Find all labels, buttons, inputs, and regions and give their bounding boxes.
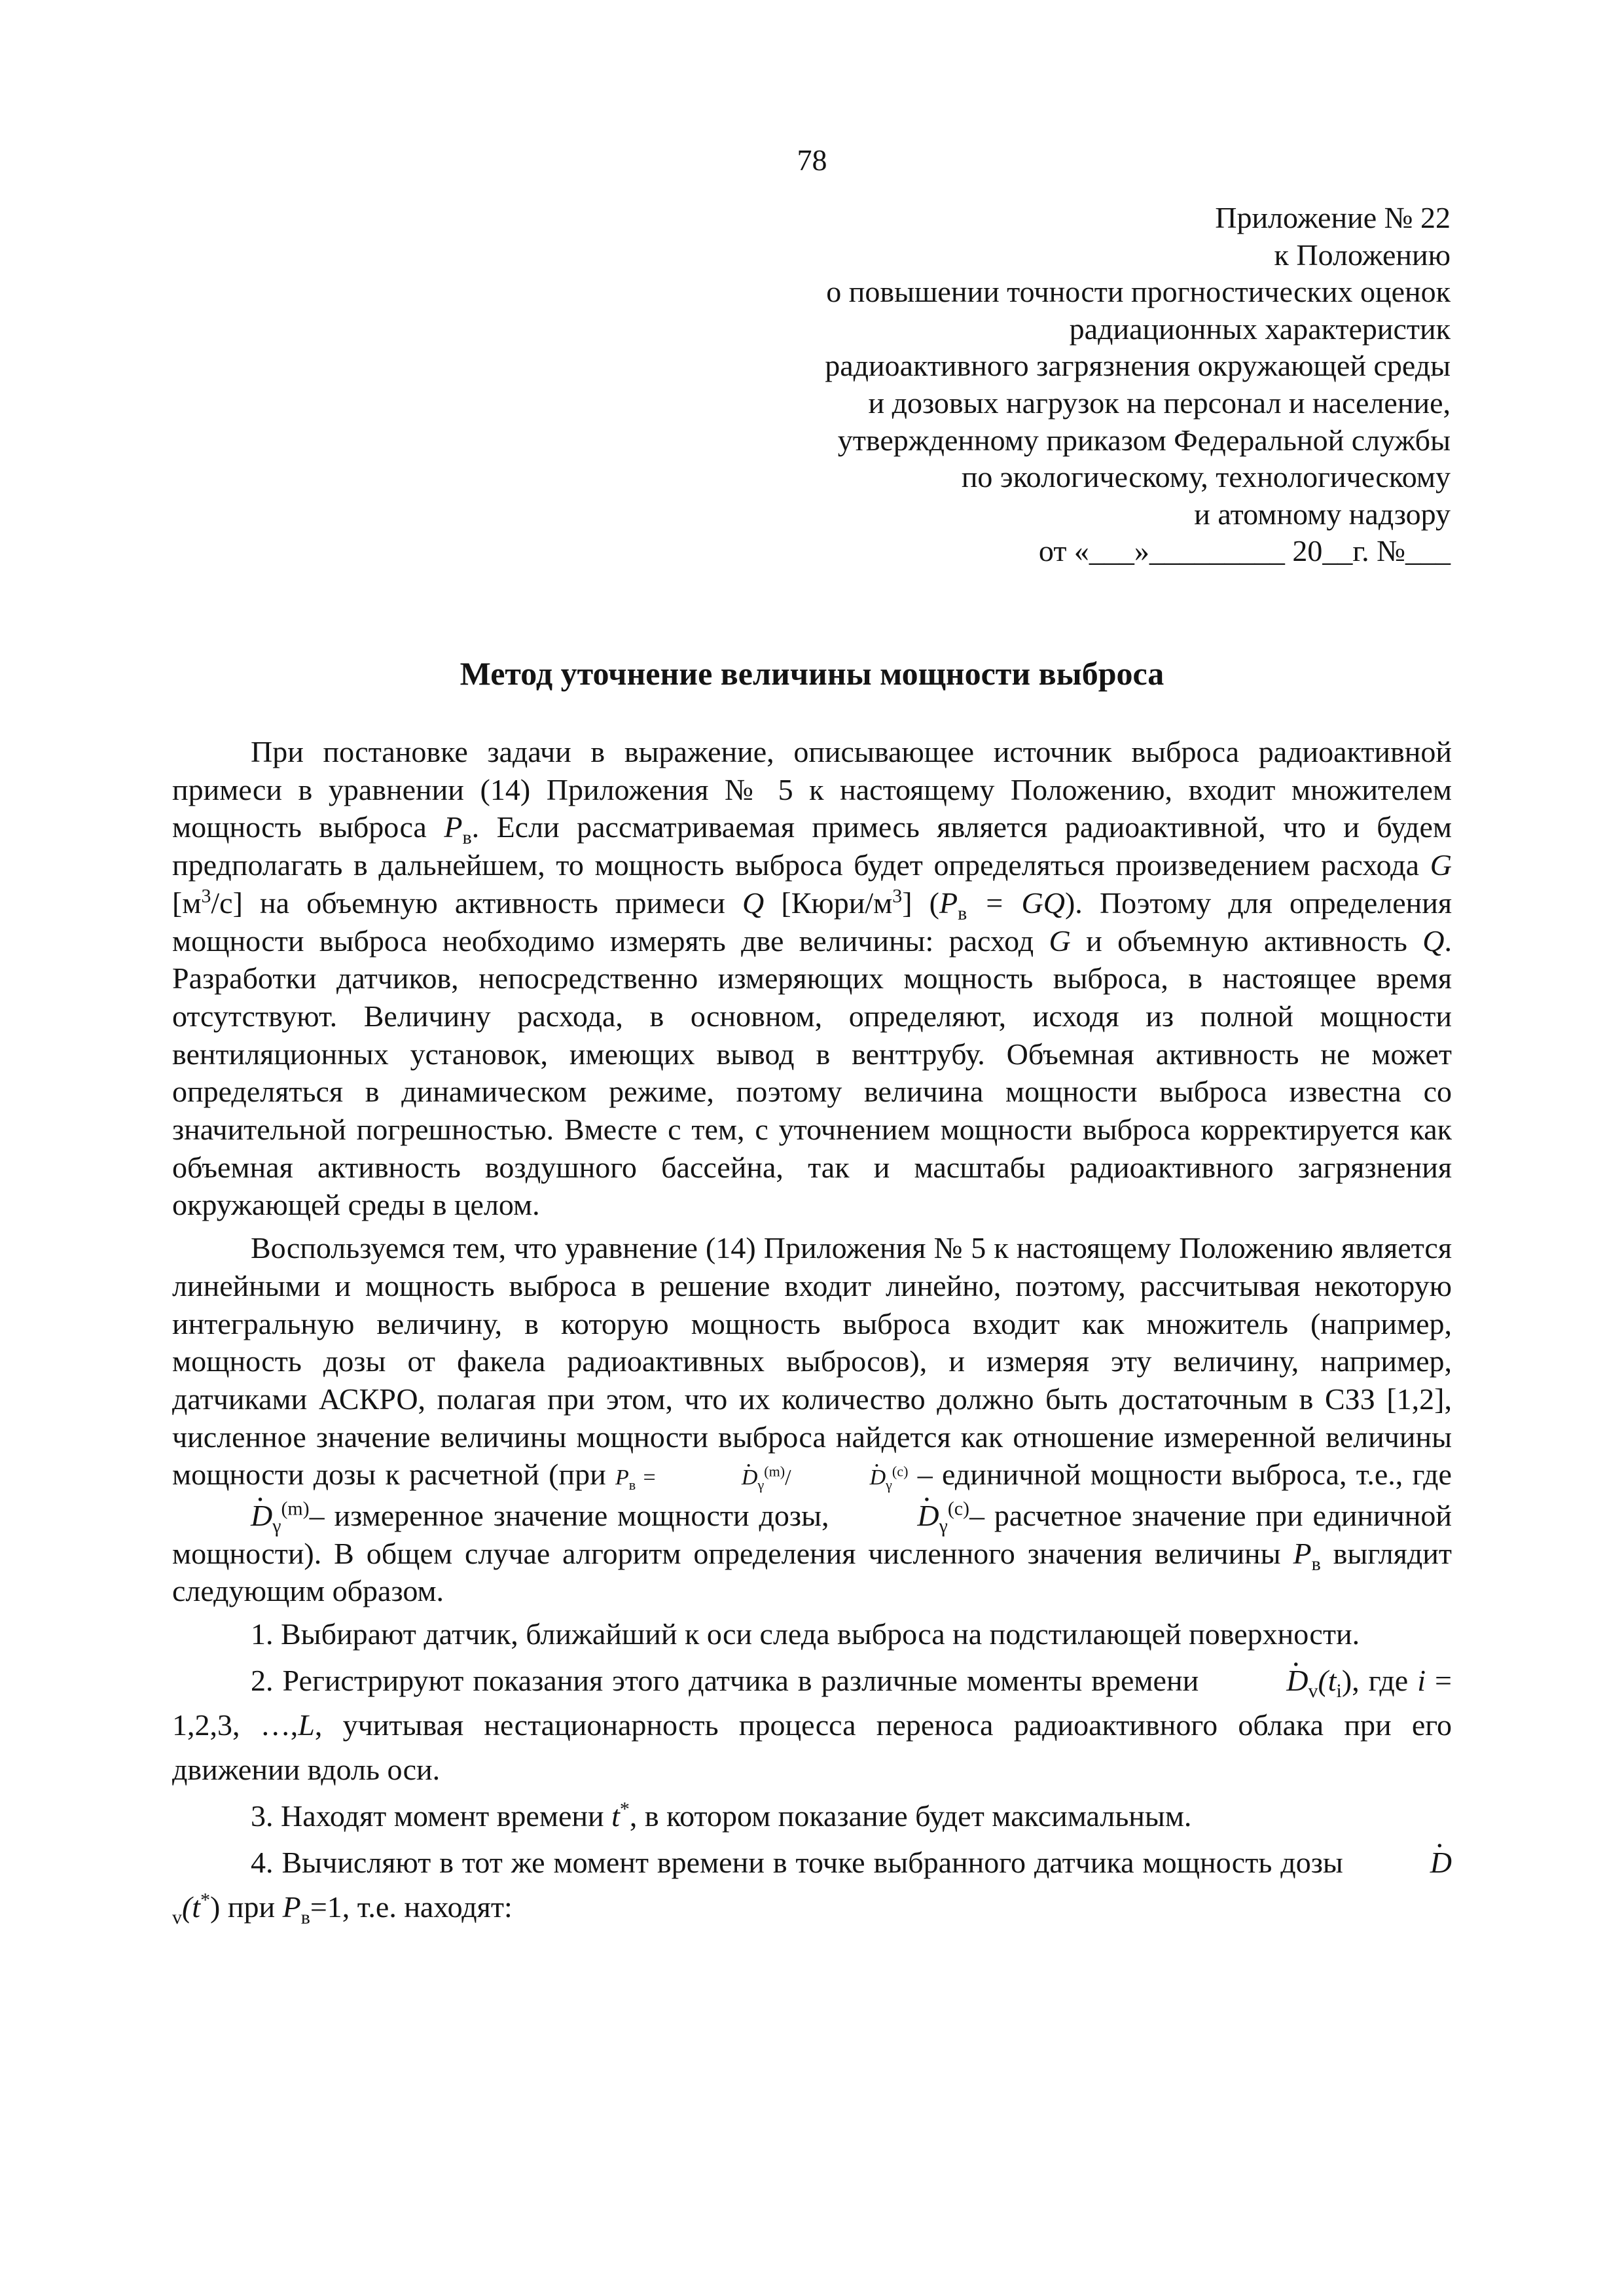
subscript: в: [628, 1477, 636, 1494]
subscript: γ: [886, 1477, 892, 1494]
symbol-p: P: [1293, 1536, 1312, 1570]
text-span: /с] на объемную активность примеси: [211, 886, 742, 920]
subscript: γ: [757, 1477, 765, 1494]
text-span: и объемную активность: [1070, 924, 1423, 958]
symbol-t: t: [611, 1799, 620, 1833]
symbol-q: Q: [1422, 924, 1445, 958]
subscript: в: [300, 1906, 310, 1928]
text-span: При постановке задачи в выражение, описывающее источник выброса радиоактивной примеси в уравнении (14) Приложения № 5 к настоящему Положению, входит множителем мощность выброса: [172, 735, 1452, 844]
text-span: при: [220, 1890, 283, 1924]
symbol-d-dot: · D: [1208, 1659, 1308, 1703]
text-span: 2. Регистрируют показания этого датчика в различные моменты времени: [251, 1663, 1208, 1697]
appendix-date-line: от «___»_________ 20__г. №___: [1038, 534, 1451, 568]
text-span: . Если рассматриваемая примесь является радиоактивной, что и будем предполагать в дальнейшем, то мощность выброса будет определяться произведением расхода: [172, 810, 1452, 882]
text-span: 4. Вычисляют в тот же момент времени в точке выбранного датчика мощность дозы: [251, 1845, 1352, 1879]
appendix-line: к Положению: [1274, 238, 1451, 272]
subscript: γ: [272, 1515, 281, 1537]
symbol-g: G: [1430, 848, 1452, 882]
text-span: =: [636, 1465, 663, 1490]
symbol-d-dot: · D: [1352, 1840, 1452, 1885]
text-span: ] (: [902, 886, 939, 920]
superscript: (c): [892, 1463, 909, 1480]
symbol-d-dot: · D: [791, 1459, 886, 1497]
text-span: /: [785, 1465, 791, 1490]
list-item-4: [172, 1840, 1452, 1929]
appendix-line: радиационных характеристик: [1069, 312, 1451, 346]
subscript: i: [1336, 1680, 1342, 1702]
formula-gq: = GQ: [967, 886, 1065, 920]
list-item-1: 1. Выбирают датчик, ближайший к оси следа выброса на подстилающей поверхности.: [251, 1617, 1360, 1651]
text-span: – измеренное значение мощности дозы,: [309, 1499, 839, 1533]
superscript: (c): [947, 1498, 970, 1520]
text-span: , где: [1352, 1663, 1418, 1697]
subscript: в: [1311, 1552, 1321, 1575]
text-span: Воспользуемся тем, что уравнение (14) Приложения № 5 к настоящему Положению является линейными и мощность выброса в решение входит линейно, поэтому, рассчитывая некоторую интегральную величину, в которую мощность выброса входит как множитель (например, мощность дозы от факела радиоактивных выбросов), и измеряя эту величину, например, датчиками АСКРО, полагая при этом, что их количество должно быть достаточным в СЗЗ [1,2], численное значение величины мощности выброса найдется как отношение измеренной величины мощности дозы к расчетной (при: [172, 1231, 1452, 1492]
text-span: ). Поэтому для определения мощности выброса необходимо измерять две величины: расход: [172, 886, 1453, 958]
subscript: в: [958, 903, 967, 924]
appendix-line: радиоактивного загрязнения окружающей среды: [825, 349, 1451, 383]
superscript: (m): [281, 1498, 310, 1520]
symbol-p: P: [444, 810, 463, 844]
paragraph-2: [172, 1229, 1452, 1610]
subscript: γ: [939, 1515, 948, 1537]
subscript: v: [1308, 1680, 1318, 1702]
appendix-line: Приложение № 22: [1215, 201, 1451, 234]
appendix-line: утвержденному приказом Федеральной службы: [837, 423, 1451, 457]
text-span: [Кюри/м: [764, 886, 893, 920]
symbol-d-dot: · D: [172, 1497, 272, 1535]
symbol-p: P: [939, 886, 958, 920]
superscript: *: [200, 1889, 211, 1911]
superscript: 3: [892, 885, 903, 907]
text-span: 3. Находят момент времени: [251, 1799, 612, 1833]
text-span: =1, т.е. находят:: [310, 1890, 513, 1924]
superscript: (m): [764, 1463, 785, 1480]
document-body: [172, 733, 1452, 1929]
appendix-line: по экологическому, технологическому: [961, 460, 1451, 494]
subscript: в: [462, 827, 472, 849]
formula-arg: (t: [181, 1890, 201, 1924]
symbol-l: L: [298, 1708, 315, 1742]
symbol-p: P: [615, 1465, 629, 1490]
text-span: = 1,2,3, …,: [172, 1663, 1452, 1742]
paragraph-1: [172, 733, 1452, 1224]
appendix-line: и атомному надзору: [1194, 497, 1451, 531]
symbol-p: P: [282, 1890, 301, 1924]
text-span: выглядит следующим образом.: [172, 1536, 1453, 1608]
document-title: Метод уточнение величины мощности выброса: [460, 655, 1164, 692]
text-span: ): [1341, 1663, 1352, 1697]
superscript: *: [619, 1798, 630, 1820]
text-span: , учитывая нестационарность процесса переноса радиоактивного облака при его движении вдоль оси.: [172, 1708, 1453, 1786]
formula-arg: (t: [1318, 1663, 1337, 1697]
appendix-header: [534, 200, 1451, 570]
page-number: 78: [797, 143, 827, 177]
symbol-d-dot: · D: [663, 1459, 758, 1497]
text-span: [м: [172, 886, 202, 920]
text-span: ): [210, 1890, 221, 1924]
symbol-q: Q: [742, 886, 765, 920]
symbol-d-dot: · D: [839, 1497, 939, 1535]
list-item-3: [172, 1797, 1452, 1835]
symbol-g: G: [1049, 924, 1071, 958]
text-span: – единичной мощности выброса, т.е., где: [908, 1458, 1452, 1492]
appendix-line: и дозовых нагрузок на персонал и население,: [868, 386, 1451, 420]
subscript: v: [172, 1906, 182, 1928]
superscript: 3: [201, 885, 211, 907]
text-span: , в котором показание будет максимальным.: [629, 1799, 1192, 1833]
text-span: – расчетное значение при единичной мощности). В общем случае алгоритм определения численного значения величины: [172, 1499, 1452, 1570]
symbol-i: i: [1417, 1663, 1426, 1697]
appendix-line: о повышении точности прогностических оценок: [826, 275, 1451, 309]
list-item-2: [172, 1659, 1452, 1792]
text-span: . Разработки датчиков, непосредственно измеряющих мощность выброса, в настоящее время отсутствуют. Величину расхода, в основном, определяют, исходя из полной мощности вентиляционных установок, имеющих вывод в венттрубу. Объемная активность не может определяться в динамическом режиме, поэтому величина мощности выброса известна со значительной погрешностью. Вместе с тем, с уточнением мощности выброса корректируется как объемная активность воздушного бассейна, так и масштабы радиоактивного загрязнения окружающей среды в целом.: [172, 924, 1452, 1222]
